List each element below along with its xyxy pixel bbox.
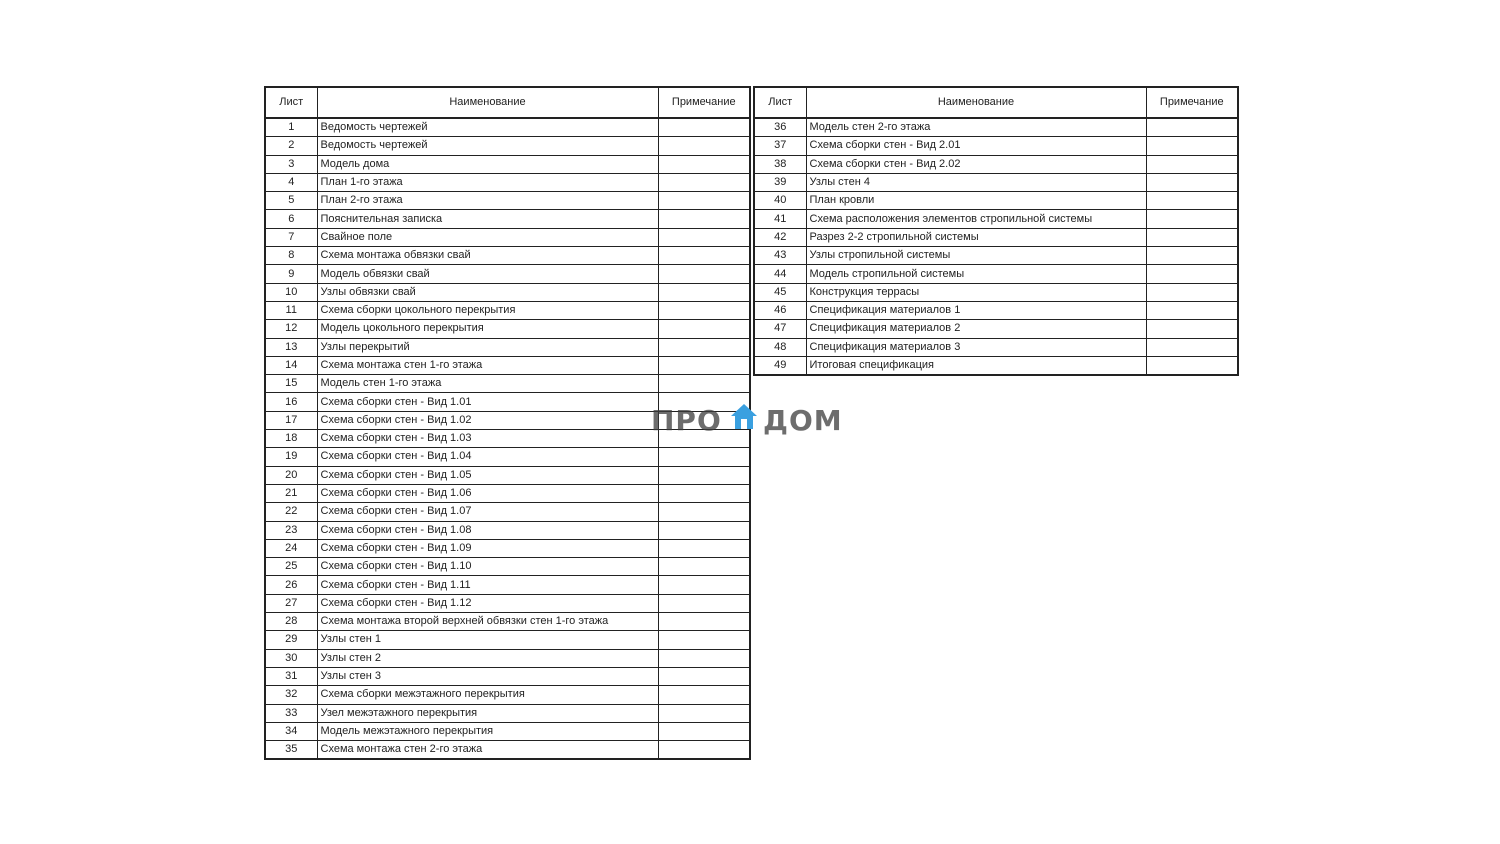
note-cell	[658, 283, 750, 301]
drawing-name: Узлы стен 4	[806, 173, 1146, 191]
table-row	[754, 228, 1238, 246]
note-cell	[1146, 155, 1238, 173]
table-row	[265, 173, 750, 191]
note-cell	[658, 173, 750, 191]
note-cell	[658, 210, 750, 228]
note-cell	[658, 118, 750, 137]
sheet-number: 6	[265, 210, 317, 228]
drawing-name: Схема сборки стен - Вид 1.03	[317, 430, 658, 448]
sheet-number: 25	[265, 558, 317, 576]
note-cell	[658, 667, 750, 685]
sheet-number: 13	[265, 338, 317, 356]
drawing-name: Узлы стен 2	[317, 649, 658, 667]
table-row	[754, 320, 1238, 338]
table-row	[754, 283, 1238, 301]
table-row	[265, 686, 750, 704]
note-cell	[658, 228, 750, 246]
note-cell	[658, 521, 750, 539]
drawing-name: Итоговая спецификация	[806, 356, 1146, 375]
drawing-name: Модель цокольного перекрытия	[317, 320, 658, 338]
drawing-name: Схема сборки стен - Вид 1.05	[317, 466, 658, 484]
drawing-name: Узлы стропильной системы	[806, 247, 1146, 265]
drawing-name: Схема сборки стен - Вид 2.02	[806, 155, 1146, 173]
table-body-left	[265, 118, 750, 759]
sheet-number: 30	[265, 649, 317, 667]
table-body-right	[754, 118, 1238, 375]
drawing-name: Схема сборки стен - Вид 1.06	[317, 484, 658, 502]
table-row	[754, 301, 1238, 319]
note-cell	[1146, 338, 1238, 356]
drawing-name: Узлы стен 1	[317, 631, 658, 649]
drawing-name: Схема сборки стен - Вид 1.04	[317, 448, 658, 466]
note-cell	[658, 137, 750, 155]
table-row	[265, 594, 750, 612]
sheet-number: 14	[265, 356, 317, 374]
table-row	[265, 338, 750, 356]
drawing-name: Ведомость чертежей	[317, 137, 658, 155]
drawing-name: План кровли	[806, 192, 1146, 210]
table-row	[265, 320, 750, 338]
table-row	[265, 247, 750, 265]
drawing-name: Схема монтажа стен 1-го этажа	[317, 356, 658, 374]
sheet-number: 39	[754, 173, 806, 191]
table-row	[265, 375, 750, 393]
note-cell	[658, 265, 750, 283]
sheet-number: 36	[754, 118, 806, 137]
table-row	[265, 558, 750, 576]
sheet-number: 12	[265, 320, 317, 338]
table-row	[754, 338, 1238, 356]
sheet-number: 23	[265, 521, 317, 539]
note-cell	[1146, 320, 1238, 338]
sheet-number: 26	[265, 576, 317, 594]
drawing-name: Конструкция террасы	[806, 283, 1146, 301]
table-row	[754, 118, 1238, 137]
drawing-name: Модель стен 2-го этажа	[806, 118, 1146, 137]
note-cell	[658, 466, 750, 484]
sheet-number: 5	[265, 192, 317, 210]
sheet-number: 7	[265, 228, 317, 246]
drawing-name: Схема сборки стен - Вид 1.07	[317, 503, 658, 521]
drawing-name: Схема сборки стен - Вид 1.11	[317, 576, 658, 594]
drawing-name: Узел межэтажного перекрытия	[317, 704, 658, 722]
sheet-number: 40	[754, 192, 806, 210]
header-note: Примечание	[1146, 87, 1238, 118]
table-row	[265, 393, 750, 411]
drawing-name: Схема сборки межэтажного перекрытия	[317, 686, 658, 704]
note-cell	[1146, 118, 1238, 137]
header-name: Наименование	[317, 87, 658, 118]
table-row	[754, 247, 1238, 265]
note-cell	[1146, 137, 1238, 155]
sheet-number: 22	[265, 503, 317, 521]
note-cell	[658, 338, 750, 356]
note-cell	[658, 649, 750, 667]
drawing-name: Схема монтажа второй верхней обвязки стен 1-го этажа	[317, 613, 658, 631]
sheet-number: 21	[265, 484, 317, 502]
note-cell	[658, 301, 750, 319]
table-header-row	[265, 87, 750, 118]
sheet-number: 24	[265, 539, 317, 557]
sheet-number: 31	[265, 667, 317, 685]
drawing-name: Схема монтажа стен 2-го этажа	[317, 741, 658, 760]
table-row	[265, 466, 750, 484]
note-cell	[658, 686, 750, 704]
table-row	[265, 503, 750, 521]
sheet-number: 18	[265, 430, 317, 448]
table-row	[265, 448, 750, 466]
sheet-number: 47	[754, 320, 806, 338]
note-cell	[658, 484, 750, 502]
table-row	[265, 228, 750, 246]
table-row	[265, 155, 750, 173]
note-cell	[658, 539, 750, 557]
drawing-name: Модель стропильной системы	[806, 265, 1146, 283]
table-row	[265, 649, 750, 667]
sheet-number: 15	[265, 375, 317, 393]
table-row	[265, 484, 750, 502]
note-cell	[658, 411, 750, 429]
drawings-list-table-right	[753, 86, 1239, 376]
sheet-number: 17	[265, 411, 317, 429]
note-cell	[1146, 356, 1238, 375]
drawing-name: Модель стен 1-го этажа	[317, 375, 658, 393]
header-note: Примечание	[658, 87, 750, 118]
sheet-number: 41	[754, 210, 806, 228]
sheet-number: 34	[265, 722, 317, 740]
drawing-name: Узлы стен 3	[317, 667, 658, 685]
table-row	[265, 265, 750, 283]
sheet-number: 46	[754, 301, 806, 319]
table-row	[265, 576, 750, 594]
note-cell	[658, 320, 750, 338]
drawing-name: Схема сборки стен - Вид 1.08	[317, 521, 658, 539]
sheet-number: 11	[265, 301, 317, 319]
table-row	[754, 137, 1238, 155]
sheet-number: 37	[754, 137, 806, 155]
sheet-number: 28	[265, 613, 317, 631]
note-cell	[1146, 173, 1238, 191]
sheet-number: 43	[754, 247, 806, 265]
note-cell	[658, 448, 750, 466]
sheet-number: 33	[265, 704, 317, 722]
drawing-name: Ведомость чертежей	[317, 118, 658, 137]
table-row	[265, 722, 750, 740]
note-cell	[658, 375, 750, 393]
note-cell	[658, 631, 750, 649]
drawing-name: Схема сборки стен - Вид 1.10	[317, 558, 658, 576]
note-cell	[1146, 210, 1238, 228]
table-row	[265, 356, 750, 374]
note-cell	[658, 356, 750, 374]
drawing-name: Схема сборки стен - Вид 1.02	[317, 411, 658, 429]
note-cell	[1146, 228, 1238, 246]
note-cell	[1146, 301, 1238, 319]
drawing-name: Схема сборки стен - Вид 1.01	[317, 393, 658, 411]
header-sheet: Лист	[265, 87, 317, 118]
table-row	[754, 155, 1238, 173]
table-row	[754, 192, 1238, 210]
drawing-name: Схема монтажа обвязки свай	[317, 247, 658, 265]
note-cell	[658, 393, 750, 411]
sheet-number: 29	[265, 631, 317, 649]
table-row	[265, 137, 750, 155]
drawing-name: Узлы перекрытий	[317, 338, 658, 356]
note-cell	[1146, 265, 1238, 283]
table-row	[754, 356, 1238, 375]
drawing-name: Свайное поле	[317, 228, 658, 246]
note-cell	[658, 741, 750, 760]
drawing-name: Схема расположения элементов стропильной системы	[806, 210, 1146, 228]
table-row	[265, 118, 750, 137]
note-cell	[658, 558, 750, 576]
drawing-name: Спецификация материалов 3	[806, 338, 1146, 356]
note-cell	[658, 247, 750, 265]
sheet-number: 9	[265, 265, 317, 283]
header-name: Наименование	[806, 87, 1146, 118]
note-cell	[658, 594, 750, 612]
table-row	[265, 430, 750, 448]
sheet-number: 19	[265, 448, 317, 466]
drawing-name: Модель дома	[317, 155, 658, 173]
sheet-number: 20	[265, 466, 317, 484]
drawing-name: План 1-го этажа	[317, 173, 658, 191]
sheet-number: 3	[265, 155, 317, 173]
table-row	[265, 741, 750, 760]
drawing-name: Схема сборки стен - Вид 2.01	[806, 137, 1146, 155]
sheet-number: 8	[265, 247, 317, 265]
table-row	[265, 210, 750, 228]
table-row	[265, 192, 750, 210]
table-header-row	[754, 87, 1238, 118]
drawing-name: Схема сборки стен - Вид 1.12	[317, 594, 658, 612]
table-row	[265, 613, 750, 631]
table-row	[265, 539, 750, 557]
drawing-name: Спецификация материалов 1	[806, 301, 1146, 319]
table-row	[265, 411, 750, 429]
drawing-name: Модель обвязки свай	[317, 265, 658, 283]
table-row	[265, 704, 750, 722]
table-row	[265, 301, 750, 319]
note-cell	[658, 430, 750, 448]
table-row	[754, 173, 1238, 191]
note-cell	[658, 192, 750, 210]
drawing-name: Схема сборки стен - Вид 1.09	[317, 539, 658, 557]
note-cell	[1146, 192, 1238, 210]
sheet-number: 42	[754, 228, 806, 246]
note-cell	[658, 503, 750, 521]
sheet-number: 1	[265, 118, 317, 137]
note-cell	[658, 155, 750, 173]
sheet-number: 38	[754, 155, 806, 173]
table-row	[754, 210, 1238, 228]
watermark-text-left: ПРО	[651, 404, 722, 437]
sheet-number: 27	[265, 594, 317, 612]
sheet-number: 2	[265, 137, 317, 155]
sheet-number: 35	[265, 741, 317, 760]
watermark-text-right: ДОМ	[763, 404, 843, 437]
note-cell	[1146, 283, 1238, 301]
sheet-number: 10	[265, 283, 317, 301]
table-row	[265, 521, 750, 539]
table-row	[265, 283, 750, 301]
note-cell	[1146, 247, 1238, 265]
drawing-name: План 2-го этажа	[317, 192, 658, 210]
note-cell	[658, 722, 750, 740]
note-cell	[658, 613, 750, 631]
drawings-list-table-left	[264, 86, 751, 760]
sheet-number: 4	[265, 173, 317, 191]
note-cell	[658, 704, 750, 722]
drawing-name: Модель межэтажного перекрытия	[317, 722, 658, 740]
sheet-number: 48	[754, 338, 806, 356]
drawing-name: Спецификация материалов 2	[806, 320, 1146, 338]
drawing-name: Узлы обвязки свай	[317, 283, 658, 301]
table-row	[265, 631, 750, 649]
drawing-name: Пояснительная записка	[317, 210, 658, 228]
sheet-number: 32	[265, 686, 317, 704]
sheet-number: 45	[754, 283, 806, 301]
sheet-number: 49	[754, 356, 806, 375]
table-row	[754, 265, 1238, 283]
table-row	[265, 667, 750, 685]
header-sheet: Лист	[754, 87, 806, 118]
note-cell	[658, 576, 750, 594]
drawing-name: Схема сборки цокольного перекрытия	[317, 301, 658, 319]
drawing-name: Разрез 2-2 стропильной системы	[806, 228, 1146, 246]
sheet-number: 44	[754, 265, 806, 283]
sheet-number: 16	[265, 393, 317, 411]
